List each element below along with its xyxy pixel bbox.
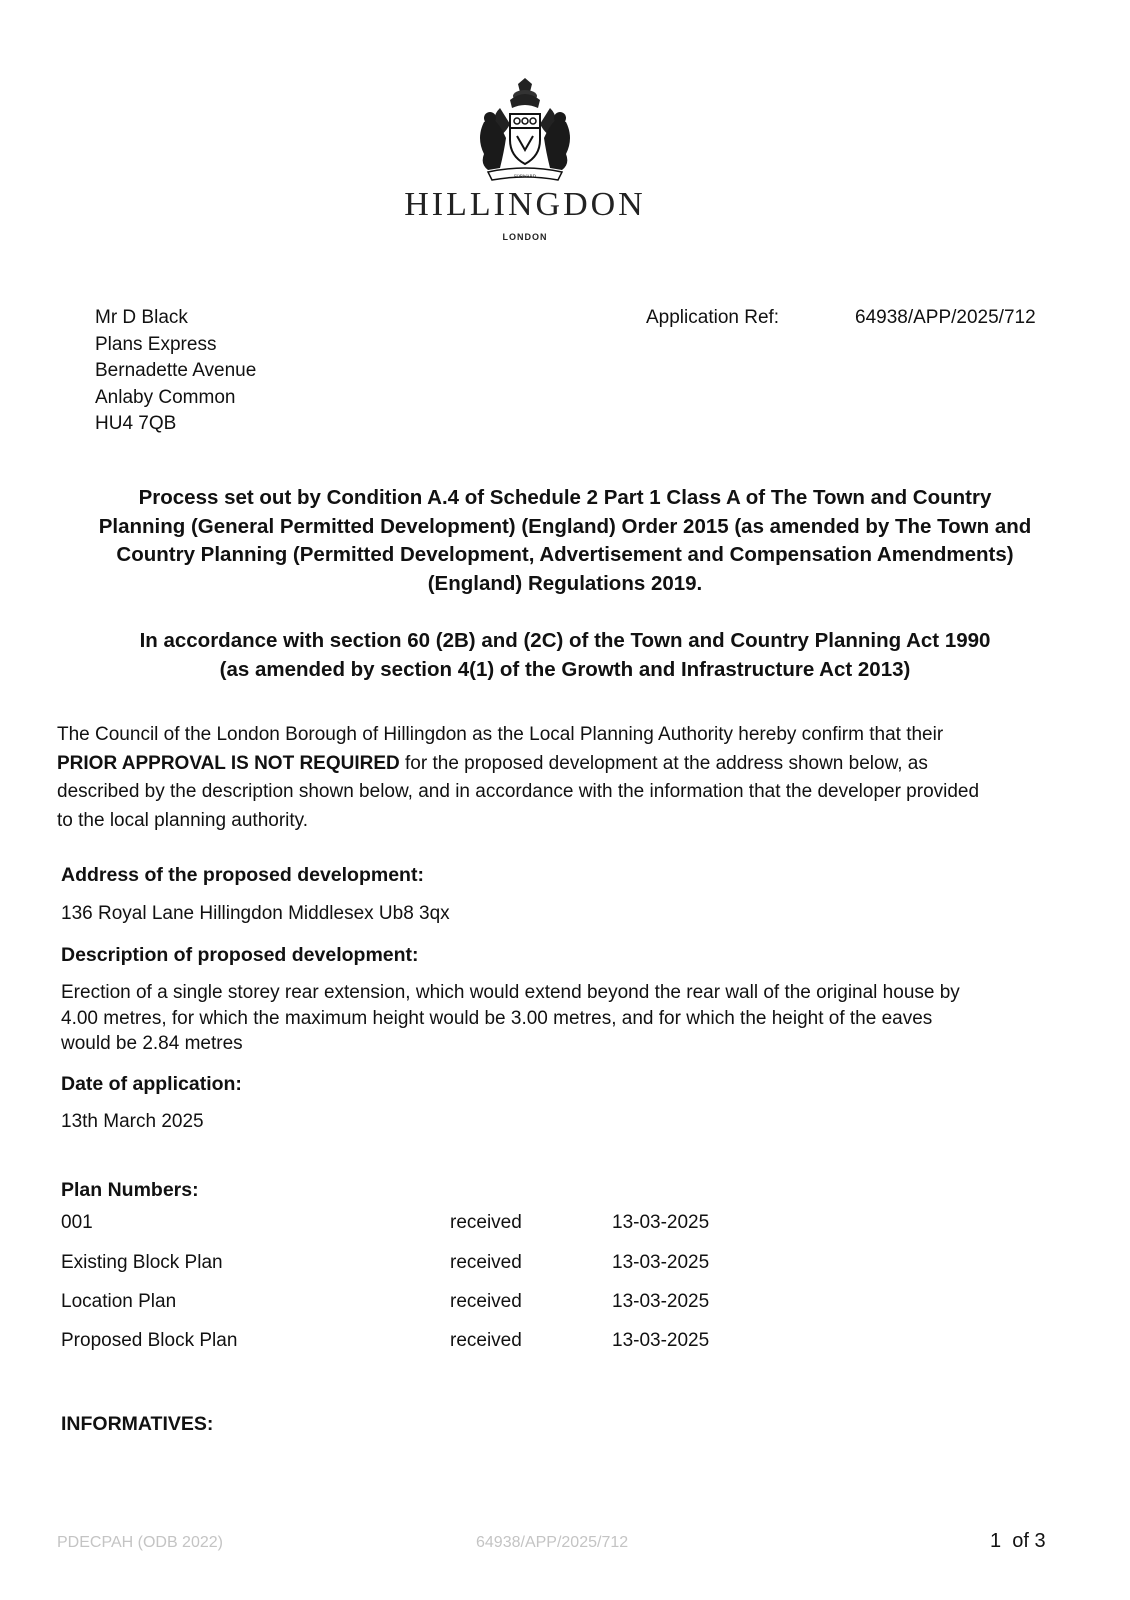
plan-name: Existing Block Plan — [61, 1252, 223, 1273]
application-ref-value: 64938/APP/2025/712 — [855, 307, 1036, 328]
paragraph-line: to the local planning authority. — [57, 809, 309, 831]
description-section-label: Description of proposed development: — [61, 944, 419, 966]
plan-status: received — [450, 1330, 522, 1351]
motto-text: FORWARD — [514, 173, 536, 179]
current-page: 1 — [990, 1530, 1002, 1552]
description-line: would be 2.84 metres — [61, 1033, 243, 1054]
process-heading-line: Process set out by Condition A.4 of Schedule 2 Part 1 Class A of The Town and Country — [138, 486, 992, 509]
plan-date: 13-03-2025 — [612, 1291, 710, 1312]
date-section-value: 13th March 2025 — [61, 1111, 204, 1132]
application-ref-label: Application Ref: — [646, 307, 780, 328]
accordance-heading — [60, 627, 1070, 684]
description-line: 4.00 metres, for which the maximum height would be 3.00 metres, and for which the height of the eaves — [61, 1007, 933, 1029]
paragraph-line: described by the description shown below, and in accordance with the information that the developer provided — [57, 781, 980, 802]
plan-name: 001 — [61, 1212, 93, 1233]
plan-status: received — [450, 1212, 522, 1233]
council-logo — [385, 78, 665, 248]
process-heading — [60, 484, 1070, 598]
description-section-value — [61, 980, 1061, 1057]
coat-of-arms-icon — [470, 78, 580, 183]
process-heading-line: Planning (General Permitted Development) (England) Order 2015 (as amended by The Town and — [98, 514, 1032, 538]
footer-ref: 64938/APP/2025/712 — [476, 1534, 629, 1551]
accordance-heading-line: (as amended by section 4(1) of the Growth and Infrastructure Act 2013) — [219, 657, 911, 681]
plan-status: received — [450, 1291, 522, 1312]
plan-status: received — [450, 1252, 522, 1273]
recipient-postcode: HU4 7QB — [95, 413, 177, 434]
plan-date: 13-03-2025 — [612, 1252, 710, 1273]
plan-date: 13-03-2025 — [612, 1330, 710, 1351]
description-line: Erection of a single storey rear extension, which would extend beyond the rear wall of the original house by — [61, 982, 960, 1003]
accordance-heading-line: In accordance with section 60 (2B) and (2C) of the Town and Country Planning Act 1990 — [139, 629, 991, 652]
recipient-locality: Anlaby Common — [95, 386, 236, 408]
plan-name: Proposed Block Plan — [61, 1330, 238, 1351]
date-section-label: Date of application: — [61, 1073, 242, 1095]
paragraph-line: The Council of the London Borough of Hillingdon as the Local Planning Authority hereby confirm that their — [57, 724, 944, 745]
recipient-address — [95, 305, 256, 438]
logo-wordmark: HILLINGDON — [404, 186, 646, 223]
plan-date: 13-03-2025 — [612, 1212, 710, 1233]
prior-approval-emphasis: PRIOR APPROVAL IS NOT REQUIRED — [57, 752, 400, 774]
page-number — [990, 1530, 1046, 1553]
plan-name: Location Plan — [61, 1291, 177, 1312]
paragraph-line — [57, 750, 1087, 779]
paragraph-line-rest: for the proposed development at the address shown below, as — [399, 752, 928, 774]
recipient-company: Plans Express — [95, 333, 217, 355]
address-section-value: 136 Royal Lane Hillingdon Middlesex Ub8 3qx — [61, 903, 450, 924]
address-section-label: Address of the proposed development: — [61, 864, 424, 886]
informatives-label: INFORMATIVES: — [61, 1413, 214, 1435]
recipient-name: Mr D Black — [95, 307, 188, 328]
total-pages: of 3 — [1012, 1530, 1046, 1552]
recipient-street: Bernadette Avenue — [95, 360, 257, 381]
footer-form-code: PDECPAH (ODB 2022) — [57, 1534, 223, 1551]
confirmation-paragraph — [57, 721, 1087, 835]
process-heading-line: (England) Regulations 2019. — [427, 571, 703, 595]
plans-section-label: Plan Numbers: — [61, 1179, 199, 1201]
logo-subtitle: LONDON — [502, 232, 548, 242]
process-heading-line: Country Planning (Permitted Development, Advertisement and Compensation Amendments) — [116, 543, 1014, 566]
